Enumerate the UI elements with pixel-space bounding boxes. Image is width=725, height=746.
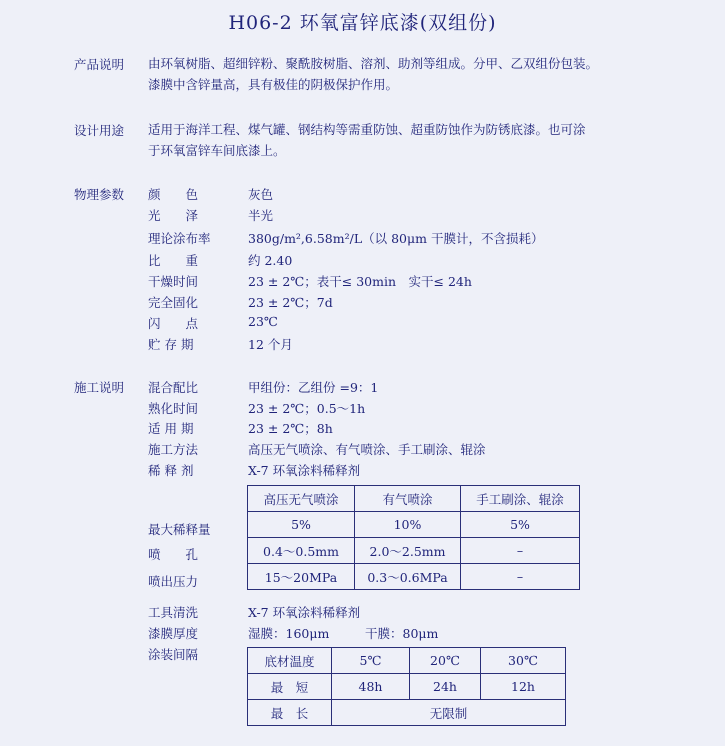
table-cell: 10% [355,512,461,538]
table-cell: 最 长 [248,700,332,726]
table-cell: – [461,538,580,564]
page-title: H06-2 环氧富锌底漆(双组份) [228,12,497,34]
physical-row-label: 完全固化 [148,295,199,310]
table-cell: – [461,564,580,590]
construction-row-label: 适 用 期 [148,421,194,436]
physical-row-value: 23℃ [248,314,278,329]
dry-film-thickness: 干膜：80μm [365,626,439,641]
table-header-row [248,486,580,512]
physical-row-value: 23 ± 2℃；表干≤ 30min 实干≤ 24h [248,274,472,289]
table-cell: 无限制 [332,700,566,726]
table-cell: 5% [248,512,355,538]
construction-row-label: 混合配比 [148,380,199,395]
construction-row-value: 23 ± 2℃；8h [248,421,333,436]
spray-parameters-table [247,485,580,590]
spray-row-label: 喷 孔 [148,547,199,562]
table-header-cell: 30℃ [481,648,566,674]
table-cell: 0.4～0.5mm [248,538,355,564]
spray-row-label: 喷出压力 [148,574,199,589]
interval-label: 涂装间隔 [148,647,199,662]
section-label-construction: 施工说明 [74,380,125,395]
table-cell: 5% [461,512,580,538]
physical-row-label: 比 重 [148,253,199,268]
physical-row-value: 半光 [248,208,274,223]
table-header-cell: 20℃ [410,648,481,674]
usage-line-1: 适用于海洋工程、煤气罐、钢结构等需重防蚀、超重防蚀作为防锈底漆。也可涂 [148,122,586,137]
product-line-2: 漆膜中含锌量高，具有极佳的阴极保护作用。 [148,77,399,92]
physical-row-value: 约 2.40 [248,253,293,268]
table-header-cell: 手工刷涂、辊涂 [461,486,580,512]
table-cell: 12h [481,674,566,700]
table-cell: 0.3～0.6MPa [355,564,461,590]
table-cell: 24h [410,674,481,700]
table-cell: 48h [332,674,410,700]
product-line-1: 由环氧树脂、超细锌粉、聚酰胺树脂、溶剂、助剂等组成。分甲、乙双组份包装。 [148,56,599,71]
construction-row-value: X-7 环氧涂料稀释剂 [248,463,361,478]
section-label-product: 产品说明 [74,57,125,72]
construction-row-value: 甲组份：乙组份 =9：1 [248,380,379,395]
physical-row-value: 灰色 [248,187,274,202]
section-label-physical: 物理参数 [74,187,125,202]
table-row [248,564,580,590]
physical-row-value: 23 ± 2℃；7d [248,295,333,310]
physical-row-label: 颜 色 [148,187,199,202]
table-cell: 15～20MPa [248,564,355,590]
table-header-row [248,648,566,674]
usage-description [148,119,668,161]
physical-row-label: 干燥时间 [148,274,199,289]
table-header-cell: 5℃ [332,648,410,674]
physical-row-label: 光 泽 [148,208,199,223]
table-header-cell: 高压无气喷涂 [248,486,355,512]
product-description [148,53,668,95]
cleaning-value: X-7 环氧涂料稀释剂 [248,605,361,620]
construction-row-label: 稀 释 剂 [148,463,194,478]
recoat-interval-table [247,647,566,726]
cleaning-label: 工具清洗 [148,605,199,620]
thickness-label: 漆膜厚度 [148,626,199,641]
wet-film-thickness: 湿膜：160μm [248,626,330,641]
table-cell: 最 短 [248,674,332,700]
construction-row-label: 熟化时间 [148,401,199,416]
physical-row-label: 贮 存 期 [148,337,194,352]
construction-row-label: 施工方法 [148,442,199,457]
table-header-cell: 底材温度 [248,648,332,674]
table-row [248,700,566,726]
construction-row-value: 23 ± 2℃；0.5～1h [248,401,366,416]
table-cell: 2.0～2.5mm [355,538,461,564]
section-label-usage: 设计用途 [74,123,125,138]
spray-row-label: 最大稀释量 [148,522,211,537]
construction-row-value: 高压无气喷涂、有气喷涂、手工刷涂、辊涂 [248,442,486,457]
table-row [248,674,566,700]
usage-line-2: 于环氧富锌车间底漆上。 [148,143,286,158]
physical-row-value: 380g/m²,6.58m²/L（以 80μm 干膜计，不含损耗） [248,231,544,246]
table-row [248,512,580,538]
physical-row-label: 理论涂布率 [148,231,211,246]
physical-row-value: 12 个月 [248,337,293,352]
table-header-cell: 有气喷涂 [355,486,461,512]
physical-row-label: 闪 点 [148,316,199,331]
table-row [248,538,580,564]
